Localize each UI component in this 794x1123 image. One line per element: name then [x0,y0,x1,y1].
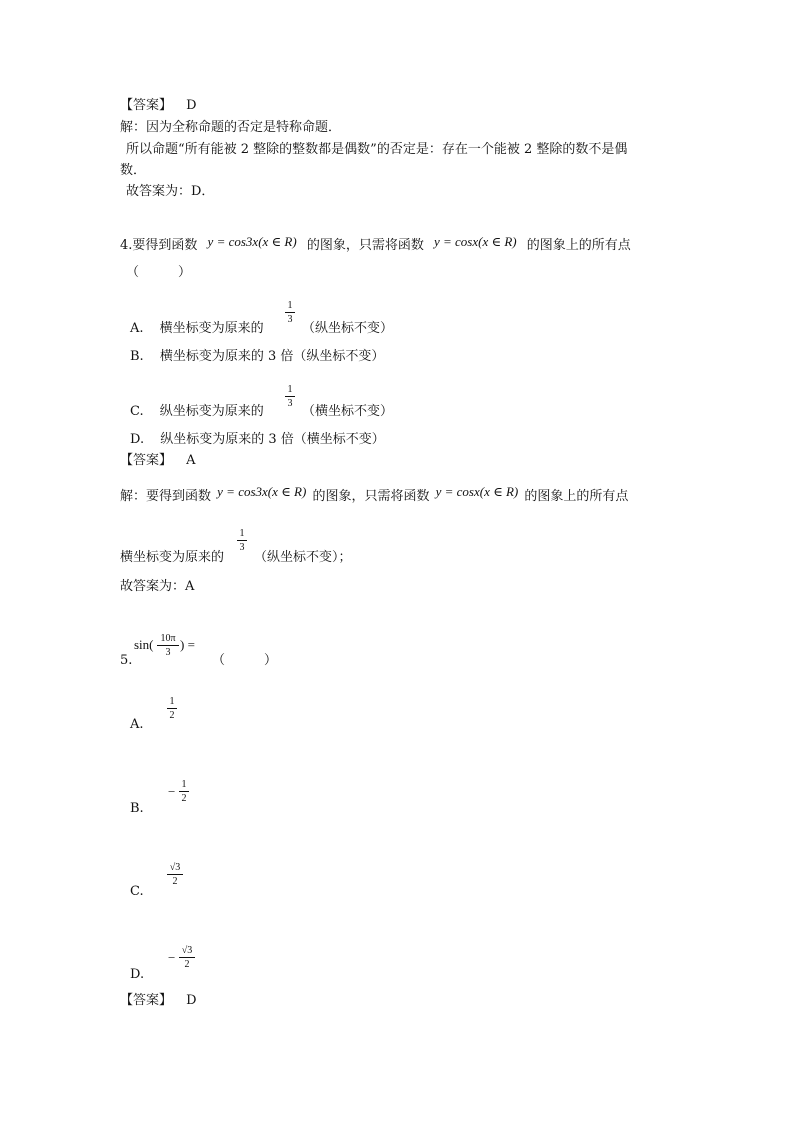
q4-answer-line [120,452,196,470]
fraction-denominator: 3 [287,398,293,409]
q4-expr2: y = cosx(x ∈ R) [433,234,517,249]
fraction-numerator: √3 [181,945,193,956]
q5-number: 5. [120,653,133,668]
q4-option-c-after: （横坐标不变） [302,404,394,419]
q4-stem-part1: 4.要得到函数 [120,238,198,253]
q4-sol-part2: 的图象，只需将函数 [312,489,430,504]
q4-sol-part1: 解：要得到函数 [120,489,212,504]
option-text: 横坐标变为原来的 3 倍（纵坐标不变） [159,349,385,364]
option-text: 纵坐标变为原来的 [159,404,264,419]
q4-stem-part2: 的图象，只需将函数 [306,238,424,253]
answer-tag: 【答案】 [120,98,173,113]
q5-option-c-letter: C. [130,884,144,899]
fraction-denominator: 2 [172,876,178,887]
q5-option-b-letter: B. [130,801,144,816]
q4-stem-part3: 的图象上的所有点 [526,238,631,253]
fraction-numerator: 1 [287,300,293,311]
option-letter: C. [130,404,144,419]
q4-solution-line-1 [120,484,629,506]
answer-value: A [186,453,196,468]
option-letter: A. [130,321,144,336]
q3-solution-line-3: 数． [120,163,147,178]
fraction-denominator: 2 [169,710,175,721]
q4-option-c-fraction [285,384,295,409]
q4-option-a [130,320,264,338]
q5-option-a-fraction [167,696,177,721]
q4-option-b [130,348,384,366]
q5-option-b-fraction [179,779,189,804]
q5-option-a-letter: A. [130,717,144,732]
fraction-denominator: 2 [184,959,190,970]
q5-expr-suffix: ) = [180,637,195,652]
answer-value: D [186,993,197,1008]
fraction-numerator: 10π [160,633,176,644]
q4-sol-part3: 的图象上的所有点 [524,489,629,504]
q4-solution-line-2-after: （纵坐标不变）； [254,550,352,565]
q4-option-a-after: （纵坐标不变） [302,321,394,336]
q5-option-d-letter: D. [130,967,145,982]
fraction-numerator: 1 [169,696,175,707]
fraction-numerator: √3 [169,862,181,873]
q3-answer-line [120,97,197,115]
fraction-denominator: 3 [165,647,171,658]
q4-solution-line-2-before: 横坐标变为原来的 [120,550,225,565]
fraction-denominator: 3 [287,314,293,325]
q4-conclusion: 故答案为：A [120,579,195,594]
answer-tag: 【答案】 [120,993,173,1008]
q3-solution-line-1: 解：因为全称命题的否定是特称命题． [120,120,342,135]
q4-blank: （ ） [126,265,192,280]
q5-option-d-sign: − [168,950,176,965]
fraction-denominator: 3 [239,542,245,553]
q5-blank: （ ） [212,653,278,668]
q4-expr1: y = cos3x(x ∈ R) [207,234,297,249]
q5-answer-line [120,992,197,1010]
q5-option-b-sign: − [168,784,176,799]
fraction-numerator: 1 [287,384,293,395]
fraction-numerator: 1 [239,528,245,539]
q4-stem [120,236,631,255]
q4-option-c [130,403,264,421]
q5-expr-prefix: sin( [134,637,154,652]
q5-option-d-fraction [179,945,195,970]
q5-expr-fraction [157,633,179,658]
answer-tag: 【答案】 [120,453,173,468]
q4-option-a-fraction [285,300,295,325]
fraction-denominator: 2 [181,793,187,804]
q4-solution-fraction [237,528,247,553]
q3-solution-line-4: 故答案为：D． [126,184,215,199]
q4-option-d [130,431,385,449]
option-text: 横坐标变为原来的 [159,321,264,336]
option-text: 纵坐标变为原来的 3 倍（横坐标不变） [160,432,385,447]
q3-solution-line-2: 所以命题“所有能被 2 整除的整数都是偶数”的否定是：存在一个能被 2 整除的数不是偶 [126,142,628,157]
q5-option-c-fraction [167,862,183,887]
q4-sol-expr2: y = cosx(x ∈ R) [435,484,519,499]
q4-sol-expr1: y = cos3x(x ∈ R) [217,484,307,499]
fraction-numerator: 1 [181,779,187,790]
answer-value: D [186,98,197,113]
option-letter: B. [130,349,144,364]
option-letter: D. [130,432,145,447]
